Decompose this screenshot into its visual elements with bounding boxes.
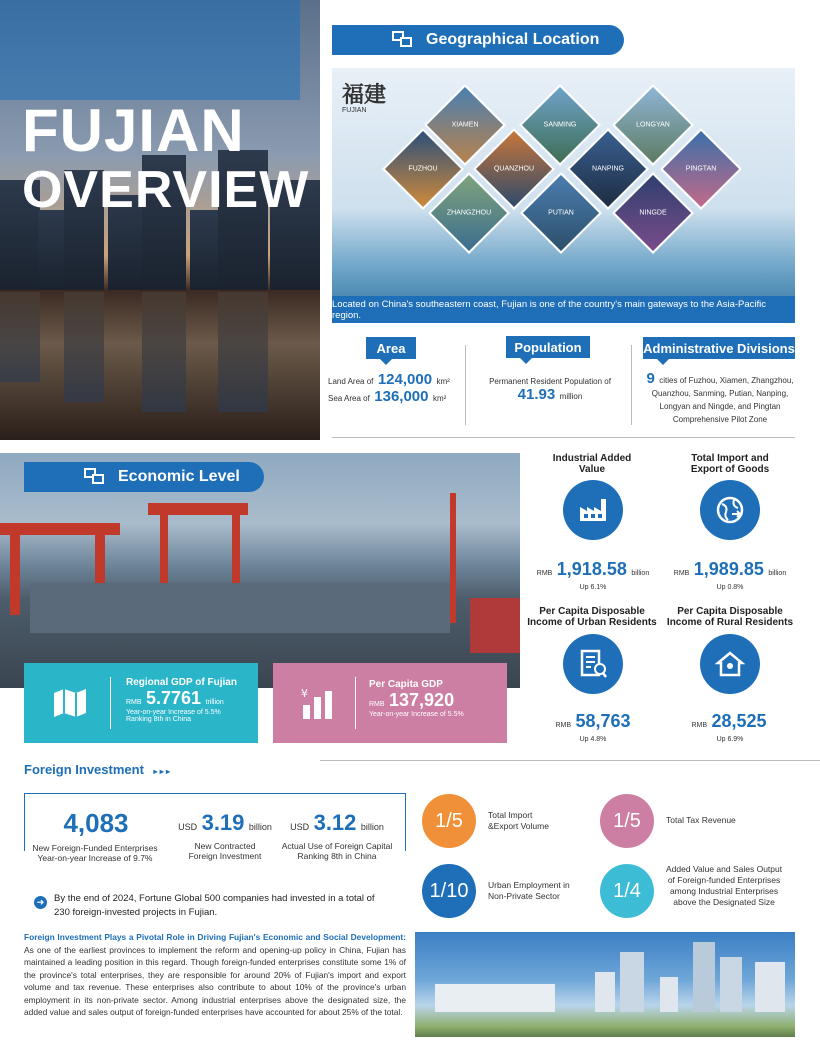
stat-industrial-sub: Up 6.1% — [579, 584, 607, 591]
fujian-cities-collage — [332, 68, 795, 323]
map-icon — [52, 687, 88, 719]
city-skyline-photo — [415, 932, 795, 1037]
fi-enterprises-value: 4,083 — [63, 808, 129, 838]
per-capita-growth: Year-on-year Increase of 5.5% — [369, 711, 464, 718]
sea-unit: km² — [432, 394, 447, 403]
population-tag: Population — [506, 336, 590, 358]
econ-section-header — [24, 462, 264, 492]
brand-cn: 福建 — [342, 82, 387, 108]
area-tag: Area — [366, 337, 416, 359]
population-unit: million — [559, 392, 583, 401]
ratio-employment-circle: 1/10 — [422, 864, 476, 918]
stat-trade-value: RMB 1,989.85 billion — [673, 559, 787, 579]
fi-paragraph — [24, 931, 406, 1019]
hero-city-photo — [0, 0, 320, 440]
fi-actual-value: USD 3.12 billion — [290, 810, 384, 835]
admin-text: Quanzhou, Sanming, Putian, Nanping, — [651, 389, 789, 398]
stat-rural-value: RMB 28,525 — [691, 711, 767, 731]
document-icon — [563, 634, 623, 694]
geo-section-title: Geographical Location — [426, 31, 600, 48]
city-tile: QUANZHOU — [473, 128, 555, 210]
land-unit: km² — [436, 377, 450, 386]
fi-enterprises-label: New Foreign-Funded Enterprises Year-on-year Increase of 9.7% — [32, 843, 158, 863]
stat-urban-value: RMB 58,763 — [555, 711, 631, 731]
city-tile: ZHANGZHOU — [428, 172, 510, 254]
fi-section-header — [24, 762, 170, 777]
fujian-brand-logo — [342, 78, 386, 114]
city-tile: SANMING — [519, 84, 601, 166]
fi-paragraph-lead: Foreign Investment Plays a Pivotal Role in Driving Fujian's Economic and Social Development: — [24, 932, 406, 942]
per-capita-card — [273, 663, 507, 743]
divider — [320, 760, 820, 761]
gdp-rank: Ranking 8th in China — [126, 716, 191, 723]
sea-value: 136,000 — [374, 388, 429, 405]
stat-rural-sub: Up 6.9% — [716, 736, 744, 743]
bar-chart-icon — [299, 685, 337, 721]
city-tile: NINGDE — [612, 172, 694, 254]
admin-text: Longyan and Ningde, and Pingtan — [659, 402, 781, 411]
gdp-unit: trillion — [205, 699, 224, 706]
population-value: 41.93 — [517, 386, 556, 403]
arrow-circle-icon: ➜ — [34, 896, 47, 909]
geo-caption: Located on China's southeastern coast, Fujian is one of the country's main gateways to the Asia-Pacific region. — [332, 296, 795, 323]
ratio-tax-label: Total Tax Revenue — [666, 815, 736, 825]
ratio-output-label: Added Value and Sales Output of Foreign-funded Enterprises among Industrial Enterprises above the Designated Size — [666, 864, 783, 907]
svg-text:¥: ¥ — [301, 687, 308, 700]
population-label: Permanent Resident Population of — [489, 377, 611, 386]
sea-label: Sea Area of — [328, 394, 370, 403]
gdp-card — [24, 663, 258, 743]
squares-icon — [392, 31, 414, 49]
divider — [465, 345, 466, 425]
globe-icon — [700, 480, 760, 540]
admin-text: cities of Fuzhou, Xiamen, Zhangzhou, — [659, 376, 794, 385]
gdp-growth: Year-on-year Increase of 5.5% — [126, 709, 221, 716]
per-capita-value: 137,920 — [389, 690, 455, 710]
stat-industrial-title: Industrial Added Value — [552, 453, 632, 475]
city-tile: PUTIAN — [520, 172, 602, 254]
admin-count: 9 — [646, 370, 655, 387]
ratio-output-circle: 1/4 — [600, 864, 654, 918]
ratio-trade-circle: 1/5 — [422, 794, 476, 848]
city-tile: NANPING — [567, 128, 649, 210]
admin-block — [640, 372, 800, 426]
squares-icon — [84, 468, 106, 486]
per-capita-title: Per Capita GDP — [369, 679, 443, 690]
fortune-note: By the end of 2024, Fortune Global 500 companies had invested in a total of 230 foreign-invested projects in Fujian. — [54, 893, 375, 918]
divider — [631, 345, 632, 425]
ratio-tax-circle: 1/5 — [600, 794, 654, 848]
ratio-trade-label: Total Import &Export Volume — [488, 810, 549, 831]
area-block — [328, 372, 460, 406]
city-tile: PINGTAN — [660, 128, 742, 210]
fi-paragraph-body: As one of the earliest provinces to implement the reform and opening-up policy in China, Fujian has maintained a leading position in this regard. Though foreign-funded enterprises constitute some 1% of the province's total enterprises, they are responsible for around 20% of Fujian's import and export volume and tax revenue. These enterprises also contribute to about 10% of the province's urban employment in its non-private sector. Among industrial enterprises above the designated size, the added value and sales output of foreign-funded enterprises have accounted for about 25% of the total. — [24, 944, 406, 1017]
ratio-employment-label: Urban Employment in Non-Private Sector — [488, 880, 570, 901]
fi-section-title: Foreign Investment — [24, 762, 144, 777]
per-capita-currency: RMB — [369, 701, 385, 708]
city-tile: LONGYAN — [612, 84, 694, 166]
divider — [332, 437, 795, 438]
arrows-icon: ▸ ▸ ▸ — [153, 767, 171, 776]
hero-title-line2: OVERVIEW — [22, 161, 310, 219]
brand-en: FUJIAN — [342, 107, 367, 114]
geo-section-header — [332, 25, 624, 55]
gdp-currency: RMB — [126, 699, 142, 706]
stat-urban-title: Per Capita Disposable Income of Urban Residents — [527, 606, 657, 628]
stat-trade-title: Total Import and Export of Goods — [690, 453, 770, 475]
admin-text: Comprehensive Pilot Zone — [672, 415, 768, 424]
admin-tag: Administrative Divisions — [643, 337, 795, 359]
gdp-title: Regional GDP of Fujian — [126, 677, 237, 688]
city-tile: XIAMEN — [424, 84, 506, 166]
land-label: Land Area of — [328, 377, 374, 386]
stat-industrial-value: RMB 1,918.58 billion — [536, 559, 650, 579]
population-block — [476, 375, 624, 403]
stat-rural-title: Per Capita Disposable Income of Rural Residents — [666, 606, 794, 628]
econ-section-title: Economic Level — [118, 468, 240, 485]
gdp-value: 5.7761 — [146, 688, 202, 708]
stat-trade-sub: Up 0.8% — [716, 584, 744, 591]
factory-icon — [563, 480, 623, 540]
land-value: 124,000 — [377, 371, 433, 388]
fi-actual-label: Actual Use of Foreign Capital Ranking 8th in China — [281, 841, 393, 861]
stat-urban-sub: Up 4.8% — [579, 736, 607, 743]
fi-contract-value: USD 3.19 billion — [178, 810, 272, 835]
city-tile: FUZHOU — [382, 128, 464, 210]
hero-title-line1: FUJIAN — [22, 97, 245, 164]
fi-contract-label: New Contracted Foreign Investment — [188, 841, 262, 861]
house-icon — [700, 634, 760, 694]
